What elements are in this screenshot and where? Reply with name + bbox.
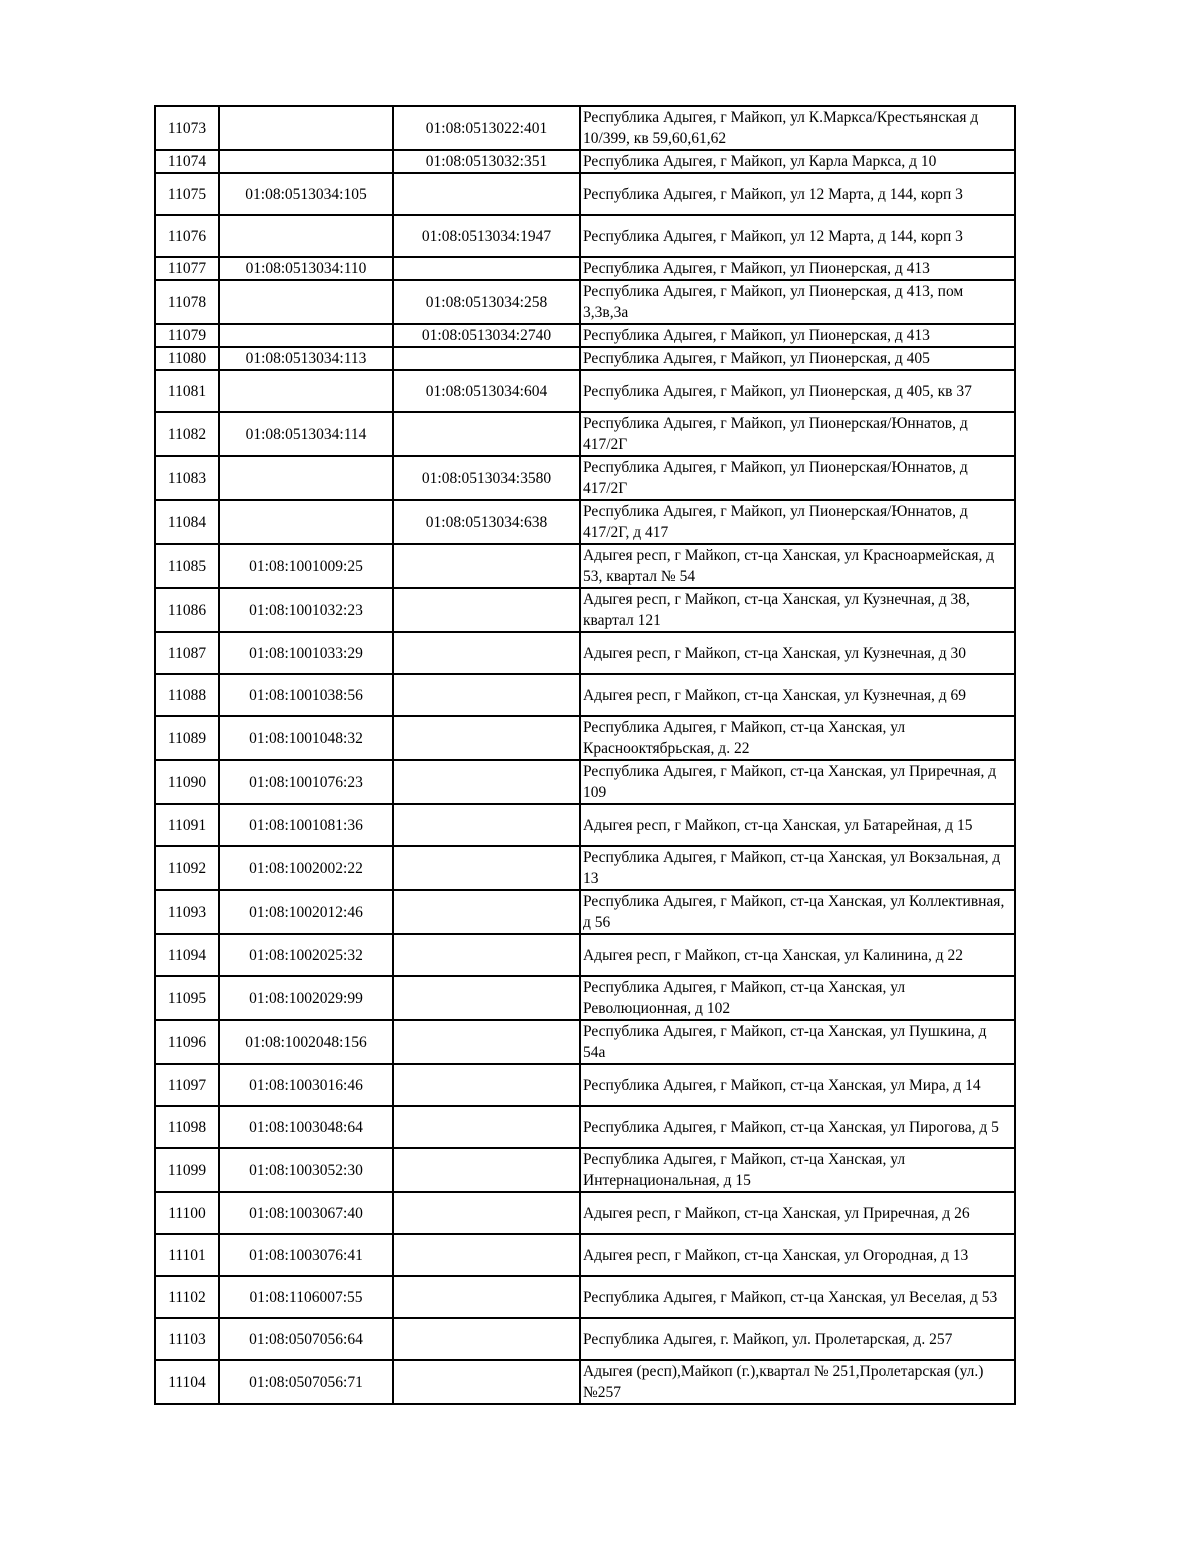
address-cell: Адыгея респ, г Майкоп, ст-ца Ханская, ул Приречная, д 26 xyxy=(580,1192,1015,1234)
address-cell: Республика Адыгея, г Майкоп, ст-ца Ханская, ул Краснооктябрьская, д. 22 xyxy=(580,716,1015,760)
row-number-cell: 11073 xyxy=(155,106,219,150)
object-cadastral-number-cell xyxy=(393,760,580,804)
address-cell: Республика Адыгея, г Майкоп, ст-ца Ханская, ул Приречная, д 109 xyxy=(580,760,1015,804)
table-row xyxy=(155,215,1015,257)
row-number-cell: 11089 xyxy=(155,716,219,760)
address-cell: Республика Адыгея, г Майкоп, ул Пионерская, д 405, кв 37 xyxy=(580,370,1015,412)
table-row xyxy=(155,347,1015,370)
address-cell: Республика Адыгея, г Майкоп, ул Пионерская, д 405 xyxy=(580,347,1015,370)
land-cadastral-number-cell xyxy=(219,500,393,544)
address-cell: Республика Адыгея, г Майкоп, ул Пионерская/Юннатов, д 417/2Г xyxy=(580,412,1015,456)
row-number-cell: 11097 xyxy=(155,1064,219,1106)
address-cell: Республика Адыгея, г Майкоп, ст-ца Ханская, ул Веселая, д 53 xyxy=(580,1276,1015,1318)
table-row xyxy=(155,106,1015,150)
table-row xyxy=(155,456,1015,500)
address-cell: Адыгея респ, г Майкоп, ст-ца Ханская, ул Батарейная, д 15 xyxy=(580,804,1015,846)
land-cadastral-number-cell: 01:08:1001076:23 xyxy=(219,760,393,804)
object-cadastral-number-cell xyxy=(393,976,580,1020)
row-number-cell: 11099 xyxy=(155,1148,219,1192)
object-cadastral-number-cell xyxy=(393,1192,580,1234)
land-cadastral-number-cell xyxy=(219,280,393,324)
table-row xyxy=(155,150,1015,173)
land-cadastral-number-cell: 01:08:1002025:32 xyxy=(219,934,393,976)
land-cadastral-number-cell: 01:08:1001048:32 xyxy=(219,716,393,760)
row-number-cell: 11088 xyxy=(155,674,219,716)
address-cell: Адыгея (респ),Майкоп (г.),квартал № 251,Пролетарская (ул.) №257 xyxy=(580,1360,1015,1404)
land-cadastral-number-cell: 01:08:1003052:30 xyxy=(219,1148,393,1192)
table-row xyxy=(155,760,1015,804)
object-cadastral-number-cell xyxy=(393,588,580,632)
address-cell: Республика Адыгея, г Майкоп, ул Пионерская/Юннатов, д 417/2Г, д 417 xyxy=(580,500,1015,544)
land-cadastral-number-cell: 01:08:1003076:41 xyxy=(219,1234,393,1276)
address-cell: Адыгея респ, г Майкоп, ст-ца Ханская, ул Кузнечная, д 30 xyxy=(580,632,1015,674)
land-cadastral-number-cell: 01:08:0513034:114 xyxy=(219,412,393,456)
address-cell: Республика Адыгея, г Майкоп, ул Пионерская, д 413 xyxy=(580,257,1015,280)
row-number-cell: 11093 xyxy=(155,890,219,934)
row-number-cell: 11080 xyxy=(155,347,219,370)
table-row xyxy=(155,173,1015,215)
object-cadastral-number-cell: 01:08:0513034:604 xyxy=(393,370,580,412)
object-cadastral-number-cell xyxy=(393,544,580,588)
object-cadastral-number-cell xyxy=(393,257,580,280)
object-cadastral-number-cell xyxy=(393,1360,580,1404)
row-number-cell: 11098 xyxy=(155,1106,219,1148)
table-row xyxy=(155,1276,1015,1318)
table-row xyxy=(155,1064,1015,1106)
object-cadastral-number-cell xyxy=(393,632,580,674)
address-cell: Республика Адыгея, г. Майкоп, ул. Пролетарская, д. 257 xyxy=(580,1318,1015,1360)
land-cadastral-number-cell: 01:08:1002029:99 xyxy=(219,976,393,1020)
row-number-cell: 11084 xyxy=(155,500,219,544)
land-cadastral-number-cell xyxy=(219,150,393,173)
table-row xyxy=(155,674,1015,716)
address-cell: Республика Адыгея, г Майкоп, ст-ца Ханская, ул Пирогова, д 5 xyxy=(580,1106,1015,1148)
land-cadastral-number-cell xyxy=(219,370,393,412)
table-row xyxy=(155,1318,1015,1360)
land-cadastral-number-cell: 01:08:1001081:36 xyxy=(219,804,393,846)
land-cadastral-number-cell xyxy=(219,106,393,150)
land-cadastral-number-cell: 01:08:1003016:46 xyxy=(219,1064,393,1106)
address-cell: Республика Адыгея, г Майкоп, ул К.Маркса/Крестьянская д 10/399, кв 59,60,61,62 xyxy=(580,106,1015,150)
land-cadastral-number-cell: 01:08:1003048:64 xyxy=(219,1106,393,1148)
land-cadastral-number-cell: 01:08:1106007:55 xyxy=(219,1276,393,1318)
row-number-cell: 11083 xyxy=(155,456,219,500)
address-cell: Республика Адыгея, г Майкоп, ст-ца Ханская, ул Коллективная, д 56 xyxy=(580,890,1015,934)
address-cell: Адыгея респ, г Майкоп, ст-ца Ханская, ул Огородная, д 13 xyxy=(580,1234,1015,1276)
table-row xyxy=(155,370,1015,412)
table-row xyxy=(155,804,1015,846)
object-cadastral-number-cell xyxy=(393,1276,580,1318)
table-row xyxy=(155,934,1015,976)
address-cell: Адыгея респ, г Майкоп, ст-ца Ханская, ул Красноармейская, д 53, квартал № 54 xyxy=(580,544,1015,588)
address-cell: Адыгея респ, г Майкоп, ст-ца Ханская, ул Калинина, д 22 xyxy=(580,934,1015,976)
object-cadastral-number-cell: 01:08:0513034:3580 xyxy=(393,456,580,500)
land-cadastral-number-cell: 01:08:1002012:46 xyxy=(219,890,393,934)
land-cadastral-number-cell: 01:08:1002048:156 xyxy=(219,1020,393,1064)
address-cell: Адыгея респ, г Майкоп, ст-ца Ханская, ул Кузнечная, д 38, квартал 121 xyxy=(580,588,1015,632)
object-cadastral-number-cell: 01:08:0513034:258 xyxy=(393,280,580,324)
row-number-cell: 11079 xyxy=(155,324,219,347)
object-cadastral-number-cell xyxy=(393,846,580,890)
object-cadastral-number-cell xyxy=(393,1148,580,1192)
address-cell: Республика Адыгея, г Майкоп, ул Пионерская, д 413 xyxy=(580,324,1015,347)
land-cadastral-number-cell xyxy=(219,324,393,347)
land-cadastral-number-cell: 01:08:0513034:105 xyxy=(219,173,393,215)
row-number-cell: 11102 xyxy=(155,1276,219,1318)
object-cadastral-number-cell xyxy=(393,716,580,760)
row-number-cell: 11103 xyxy=(155,1318,219,1360)
object-cadastral-number-cell xyxy=(393,412,580,456)
object-cadastral-number-cell xyxy=(393,1234,580,1276)
table-row xyxy=(155,716,1015,760)
object-cadastral-number-cell xyxy=(393,347,580,370)
object-cadastral-number-cell xyxy=(393,1064,580,1106)
object-cadastral-number-cell xyxy=(393,890,580,934)
row-number-cell: 11085 xyxy=(155,544,219,588)
object-cadastral-number-cell: 01:08:0513022:401 xyxy=(393,106,580,150)
row-number-cell: 11092 xyxy=(155,846,219,890)
row-number-cell: 11077 xyxy=(155,257,219,280)
address-cell: Адыгея респ, г Майкоп, ст-ца Ханская, ул Кузнечная, д 69 xyxy=(580,674,1015,716)
land-cadastral-number-cell: 01:08:0507056:71 xyxy=(219,1360,393,1404)
row-number-cell: 11090 xyxy=(155,760,219,804)
address-cell: Республика Адыгея, г Майкоп, ст-ца Ханская, ул Пушкина, д 54а xyxy=(580,1020,1015,1064)
table-row xyxy=(155,632,1015,674)
table-row xyxy=(155,1020,1015,1064)
object-cadastral-number-cell: 01:08:0513034:638 xyxy=(393,500,580,544)
row-number-cell: 11082 xyxy=(155,412,219,456)
table-row xyxy=(155,846,1015,890)
row-number-cell: 11087 xyxy=(155,632,219,674)
address-cell: Республика Адыгея, г Майкоп, ул Пионерская/Юннатов, д 417/2Г xyxy=(580,456,1015,500)
table-row xyxy=(155,588,1015,632)
row-number-cell: 11074 xyxy=(155,150,219,173)
row-number-cell: 11081 xyxy=(155,370,219,412)
land-cadastral-number-cell: 01:08:1001032:23 xyxy=(219,588,393,632)
object-cadastral-number-cell xyxy=(393,1318,580,1360)
table-row xyxy=(155,500,1015,544)
land-cadastral-number-cell: 01:08:1001009:25 xyxy=(219,544,393,588)
address-cell: Республика Адыгея, г Майкоп, ст-ца Ханская, ул Мира, д 14 xyxy=(580,1064,1015,1106)
object-cadastral-number-cell xyxy=(393,804,580,846)
table-row xyxy=(155,544,1015,588)
land-cadastral-number-cell: 01:08:0507056:64 xyxy=(219,1318,393,1360)
address-cell: Республика Адыгея, г Майкоп, ст-ца Ханская, ул Интернациональная, д 15 xyxy=(580,1148,1015,1192)
address-cell: Республика Адыгея, г Майкоп, ул Пионерская, д 413, пом 3,3в,3а xyxy=(580,280,1015,324)
land-cadastral-number-cell: 01:08:1003067:40 xyxy=(219,1192,393,1234)
row-number-cell: 11095 xyxy=(155,976,219,1020)
land-cadastral-number-cell: 01:08:1002002:22 xyxy=(219,846,393,890)
table-row xyxy=(155,1106,1015,1148)
object-cadastral-number-cell xyxy=(393,1020,580,1064)
table-row xyxy=(155,890,1015,934)
address-cell: Республика Адыгея, г Майкоп, ст-ца Ханская, ул Революционная, д 102 xyxy=(580,976,1015,1020)
row-number-cell: 11096 xyxy=(155,1020,219,1064)
table-row xyxy=(155,324,1015,347)
land-cadastral-number-cell xyxy=(219,456,393,500)
row-number-cell: 11094 xyxy=(155,934,219,976)
row-number-cell: 11076 xyxy=(155,215,219,257)
address-cell: Республика Адыгея, г Майкоп, ст-ца Ханская, ул Вокзальная, д 13 xyxy=(580,846,1015,890)
registry-table-body xyxy=(155,106,1015,1404)
table-row xyxy=(155,412,1015,456)
row-number-cell: 11101 xyxy=(155,1234,219,1276)
row-number-cell: 11086 xyxy=(155,588,219,632)
table-row xyxy=(155,1148,1015,1192)
table-row xyxy=(155,1234,1015,1276)
land-cadastral-number-cell: 01:08:1001038:56 xyxy=(219,674,393,716)
address-cell: Республика Адыгея, г Майкоп, ул Карла Маркса, д 10 xyxy=(580,150,1015,173)
object-cadastral-number-cell xyxy=(393,173,580,215)
row-number-cell: 11075 xyxy=(155,173,219,215)
address-cell: Республика Адыгея, г Майкоп, ул 12 Марта, д 144, корп 3 xyxy=(580,173,1015,215)
table-row xyxy=(155,976,1015,1020)
land-cadastral-number-cell: 01:08:0513034:113 xyxy=(219,347,393,370)
land-cadastral-number-cell xyxy=(219,215,393,257)
row-number-cell: 11091 xyxy=(155,804,219,846)
row-number-cell: 11100 xyxy=(155,1192,219,1234)
table-row xyxy=(155,257,1015,280)
land-cadastral-number-cell: 01:08:1001033:29 xyxy=(219,632,393,674)
object-cadastral-number-cell xyxy=(393,1106,580,1148)
table-row xyxy=(155,1360,1015,1404)
registry-table xyxy=(154,105,1016,1405)
object-cadastral-number-cell: 01:08:0513032:351 xyxy=(393,150,580,173)
address-cell: Республика Адыгея, г Майкоп, ул 12 Марта, д 144, корп 3 xyxy=(580,215,1015,257)
object-cadastral-number-cell: 01:08:0513034:2740 xyxy=(393,324,580,347)
table-row xyxy=(155,280,1015,324)
object-cadastral-number-cell xyxy=(393,674,580,716)
land-cadastral-number-cell: 01:08:0513034:110 xyxy=(219,257,393,280)
object-cadastral-number-cell: 01:08:0513034:1947 xyxy=(393,215,580,257)
object-cadastral-number-cell xyxy=(393,934,580,976)
table-row xyxy=(155,1192,1015,1234)
row-number-cell: 11078 xyxy=(155,280,219,324)
row-number-cell: 11104 xyxy=(155,1360,219,1404)
